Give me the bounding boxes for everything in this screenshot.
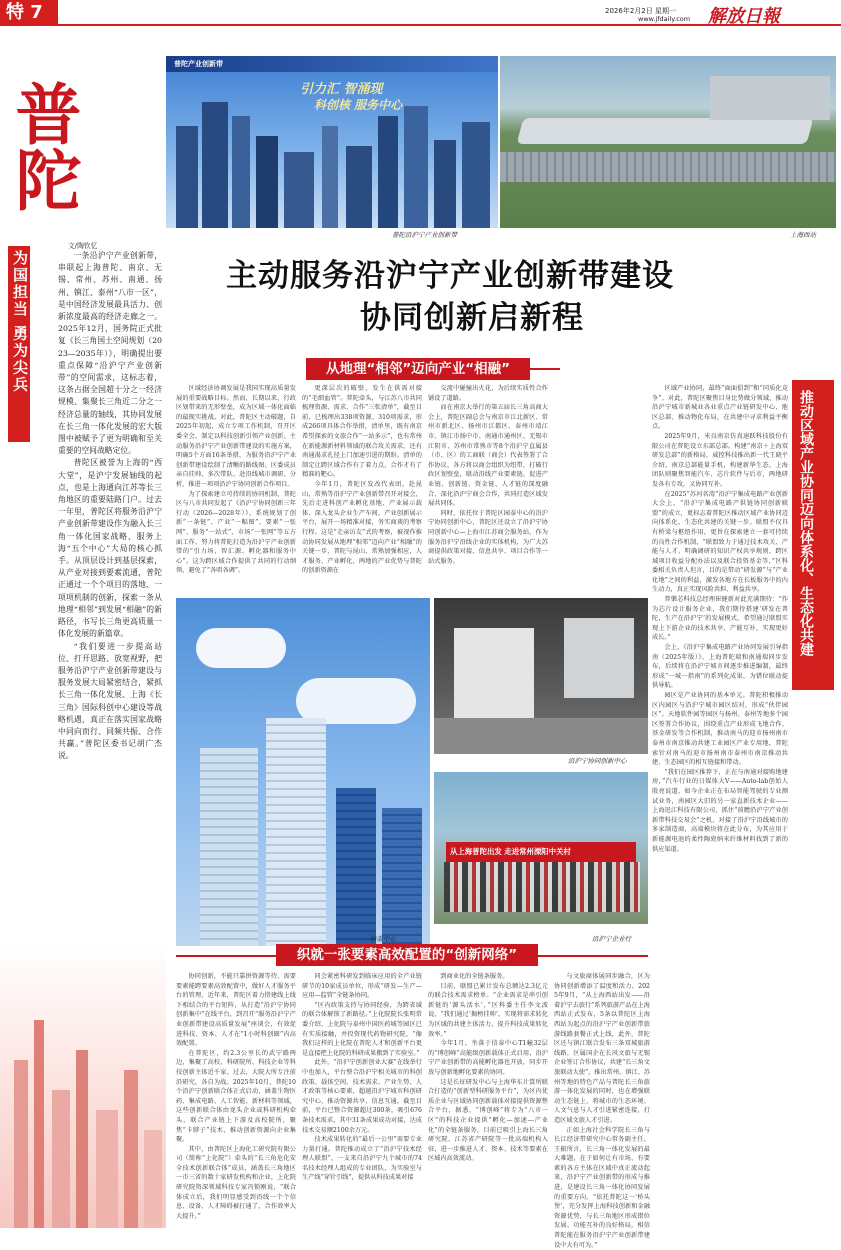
s1-column-1 [176, 384, 296, 590]
station-buildings [710, 76, 830, 120]
building-c [336, 788, 376, 946]
section1-heading: 从地理“相邻”迈向产业“相融” [306, 358, 530, 380]
issue-date: 2026年2月2日 星期一 [605, 6, 676, 16]
right-column [652, 384, 788, 1202]
s1c1-p1: 区域经济协调发展是我国实现高质量发展的重要战略目标。然而，长期以来，行政区划带来的无形壁垒，成为区域一体化面临的最现实挑战。对此，普陀区主动破题，自2025年初起，成立专项工作机制，召开区委全会，制定以科技创新引领产业创新、主动服务沿沪宁产业创新带建设的实施方案，明确5个方面16条举措，为服务沿沪宁产业创新带建设绘制了清晰的路线图。区委成员亲自挂帅、多次带队、赴沿线城市调研、分析，推进一项项沿沪宁协同创新合作项目。 [176, 384, 296, 490]
s2c4-p4: 这是长征研发中心与上海华东计算所联合打造的“创新型科研服务平台”，为区内优质企业与区域协同创新载体对接提供资源整合平台，据悉，“博创峰”将专为“八市一区”的科技企业提供“孵化—加速—产业化”的全链条服务，目前已吸引上海长三角研究院、江苏省产研院等一批高端机构入驻，进一步推进人才、资本、技术等要素在区域内高效流动。 [428, 1078, 548, 1164]
main-title-line2: 协同创新启新程 [360, 292, 660, 337]
tower-1 [176, 126, 198, 228]
tour-banner-text: 从上海普陀出发 走进常州溧阳中关村 [450, 846, 571, 857]
station-roof [517, 118, 814, 144]
newspaper-logo: 解放日報 [708, 2, 780, 28]
s2c3-p4: 技术成果转化的“最后一公里”需要专业力量打通。普陀推动成立了“沿沪宁技术经理人联盟”，一支来自沿沪宁九个城市的74名技术经理人组成的专业团队，为实验室与生产线“穿针引线”，提供从科技成果对接 [302, 1135, 422, 1183]
deco-tower-7 [144, 1130, 162, 1228]
tower-6 [322, 126, 338, 228]
photo-enterprise-tour [434, 772, 648, 924]
s2-column-4 [554, 972, 650, 1217]
tower-9 [404, 106, 428, 228]
s2c3-p1: 同会紧密科研发到临床应用的全产业链研节的10家成员单位，形成“研发—生产—应用—监管”全链条协同。 [302, 972, 422, 1001]
deco-tower-6 [124, 1070, 138, 1228]
s2c3-p3: 此外，“沿沪宁创新创业大赛”在线举行中也加入，平台整合沿沪宁相关城市的科创政策、载体空间、技术需求、产业生势、人才政策等核心要素，超越沿沪宁城市科创研究中心、推动资源共享、信息互通，截至目前，平台已整合资源超过300条，吸引676条技术需求，其中31条成果成功对接，达成技术交易额2100余万元。 [302, 1058, 422, 1135]
section-label: 特 7 [6, 2, 43, 24]
tower-4 [256, 136, 278, 228]
left-decoration-skyline [0, 940, 166, 1228]
building-d [382, 808, 422, 946]
rc-p2: 2025年9月，米良南京仿真速跃科技股份有限公司在普陀设立东部总部。构建“南京＋上海双研发总部”的新格局，威控科技推出新一代王晓平介绍，南京总部能量手机，构建新华生态，上海团队则聚焦智能汽车、芯片软件与后市，两地研发各有专攻，又协同互补。 [652, 432, 788, 490]
s2-column-3 [428, 972, 548, 1217]
s1-column-2 [302, 384, 422, 590]
intro-paragraph-2: 普陀区被誉为上海的“西大堂”，是沪宁发展轴线的起点，也是上海通向江苏等长三角地区的重要陆路门户。过去一年里，普陀区将服务沿沪宁产业创新带建设作为融入长三角一体化国家战略、服务上海“五个中心”大局的核心抓手。从顶层设计到基层探索，从产业对接到要素流通，普陀正通过一个个项目的落地、一项项机制的创新，探索一条从地理“相邻”到发展“相融”的新路径，书写长三角更高质量一体化发展的新篇章。 [58, 457, 162, 640]
intro-paragraph-3: “我们要进一步提高站位、打开思路、放宽视野，把服务沿沪宁产业创新带建设与服务发展大局紧密结合，紧抓长三角一体化发展、上海《长三角》国际科创中心建设等战略机遇，真正在落实国家战略中同向而行、同频共振、合作共赢。”普陀区委书记胡广杰说。 [58, 641, 162, 763]
caption-innovation-center: 沿沪宁协同创新中心 [568, 756, 627, 765]
s1-column-3 [428, 384, 548, 590]
deco-tower-4 [76, 1050, 88, 1228]
s2c2-p1: 在普陀区，约2.3公里长的武宁路两边，集聚了高校、科研院所、科技企业等科技创新主体近千家。过去，大院大所专注前沿研究，各自为战。2025年10月，普陀10个沿沪宁创新联合体正式启动，涵盖生物医药、集成电路、人工智能、新材料等领域，这些创新联合体由龙头企业或科研机构牵头，联合产业链上下游及高校院所，聚焦“卡脖子”技术，推动创新资源向企业集聚。 [176, 1049, 296, 1145]
tower-8 [378, 116, 398, 228]
s2c4-p3: 今年1月，坐落于信泰中心T1幢32层的“博创峰”高能级创新载体正式启用，沿沪宁产业创新带的高能孵化器也开放，同步开放与创新地孵化要素的协同。 [428, 1039, 548, 1077]
deco-tower-5 [96, 1110, 118, 1228]
section2-rule-left [176, 955, 276, 957]
station-tracks [500, 152, 836, 182]
caption-xintai: 信泰中心 [370, 934, 396, 943]
s2c2-p2: 其中，由普陀区上海化工研究院有限公司（简称“上化院”）牵头的“长三角危化安全技术创新联合体”成员，涵盖长三角地区一市三省的数十家研发机构和企业，上化院研究院资深领域科技专家冯锁刚说，“联合体成立后，我们明显感受到沿线一个个信息、设备、人才障碍被打通了，合作效率大大提升。” [176, 1145, 296, 1222]
caption-enterprise-tour: 沿沪宁企业行 [592, 934, 631, 943]
section2-rule-right [538, 955, 648, 957]
s1c2-p2: 今年1月，普陀区发改代表团，赴昆山、常熟等沿沪宁产业创新带召开对接会，先后走进科创产业孵化基地、产业展示载体、深入龙头企业生产车间，产业创新展示平台，展开一场精准对接，务实商谈的考察行程。这是“走亲访友”式的考察，被视作推动协同发展从地理“相邻”迈向产业“相融”的关键一步，普陀与昆山、常熟加强相应，人才服务、产业孵化，两地的产业优势与普陀的创新资源在 [302, 480, 422, 576]
tower-3 [232, 116, 250, 228]
caption-station: 上海西站 [790, 230, 816, 239]
s2c5-p2: 正如上海社会科学院长三角与长江经济带研究中心常务副主任、王振所言，长三角一体化发展的最大难题，在于如何让有市场、有要素的各方主体在区域中真正流动起来，沿沪宁产业创新带的形成与推进，是建设长三角一体化协同发展的重要方向。“依托普陀这一‘桥头堡’，充分发挥上海科技创新和金融资源优势，与长三角地区形成错位发展、功能互补的良好格局，相信普陀能在服务沿沪宁产业创新带建设中大有可为。” [554, 1126, 650, 1250]
tower-10 [434, 140, 456, 228]
main-title-line1: 主动服务沿沪宁产业创新带建设 [226, 250, 786, 295]
s1c1-p2: 为了探索建立可持续的协同机制，普陀区与八市共同发起了《沿沪宁协同创新三年行动（2026—2028年）》，系统规划了创新“一条链”、产业“一幅图”、要素“一张网”、服务“一站式”、市场“一张网”等五方面工作，努力将普陀打造为沿沪宁产业创新带的“引力场、智汇源、孵化器和服务中心”。这为跨区域合作提供了共同的行动纲领，避免了“各唱各调”。 [176, 490, 296, 576]
s1c3-p2: 而在南京大举行的第五届长三角高商大会上，普陀区副总会与南京市江北新区、常州市新北区、扬州市江都区、泰州市靖江市、镇江市扬中市、南通市通州区、无锡市江阴市、苏州市常熟市等8个沿沪宁直属县（市、区）的工商联（商会）代表签署了合作协议，各方将以商会组织为纽带，打破行政区划壁垒，联动沿线产业要素链，促进产业链、创新链、资金链、人才链的深度融合，深化沿沪宁商会合作，共同打造区域发展共同体。 [428, 403, 548, 509]
photo-skyline [166, 56, 498, 228]
district-title: 普陀 [6, 80, 80, 212]
section1-rule [530, 368, 560, 370]
s2c3-p2: “区内政策支持与协同经验，为跨省域的联合体解锁了新路径。”上化院院长张明常委介绍，上化院与泰州中国医药城等园区已有实质接触，并投资现代药物研究院，“像我们这样的上化院在普陀人才和创新平台更是直接把上化院的科研成果搬到了实验室。” [302, 1001, 422, 1059]
right-vertical-heading: 推动区域产业协同迈向体系化、生态化共建 [798, 390, 814, 684]
photo-banner-text: 普陀产业创新带 [174, 59, 223, 69]
photo-innovation-center [434, 598, 648, 754]
section2-heading: 织就一张要素高效配置的“创新网络” [276, 944, 538, 966]
crowd [444, 862, 640, 912]
caption-skyline: 普陀沿沪宁产业创新带 [392, 230, 457, 239]
intro-column [58, 250, 162, 930]
tower-11 [462, 122, 490, 228]
building-a [200, 748, 258, 946]
rc-p1: 区域产业协同，最终“面面俱到”和“同质化竞争”。对此，普陀区聚焦目身比势做分领域，推动沿沪宁城市新城业各业重点产业链研发中心、地区总部、推动物化布局，在共建中寻求利益平衡点。 [652, 384, 788, 432]
tower-2 [202, 102, 228, 228]
s2c5-p1: 与文旅商体展同步融合，区为协同创新增添了温度和活力。2025年9月，“从上海西站出发——沿着沪宁去旅行”系列旅游产品在上海西站正式发布，5条以普陀区上海西站为起点的沿沪宁产业创新带旅游线路套餐正式上线，此外，普陀区还与镇江联合发布三条双城旅游线路，区属国企在长风文旅与无锡企业签订合作协议，共建“长三角文旅联动大使”，推出常州、镇江、苏州等地的特色产品与普陀长三角旅游一体化发展的同时，也在增强联动生态链上，将城市的生态环境、人文气息与人才引进紧密连接，打造区域文旅人才引进。 [554, 972, 650, 1126]
photo-xintai-center [176, 598, 430, 946]
s2-column-1 [176, 972, 296, 1217]
photo-calligraphy-2: 科创核 服务中心 [314, 96, 402, 113]
s1c3-p3: 同时，依托位于普陀区园泰中心的沿沪宁协同创新中心，普陀区还设立了沿沪宁协同创新中心—上海市江苏商会服务站，作为服务沿沪宁沿线企业的实体机构，为广大苏商提供政策对接、信息共享、项目合作等一站式服务。 [428, 509, 548, 567]
rc-p3: 在2025“苏河名湾”沿沪宁集成电路产业创新大会上，“沿沪宁集成电路产供链协同创新联盟”的成立，更标志着普陀区推动区域产业协同迈向体系化、生态化共建的关键一步。联盟不仅具有桥梁与枢纽作用，更旨在探索建立一套可持续的良性合作机制，“联盟致力于通过技术攻关、产能与人才、明确调研的知识产权共享规则，跨区域项目收益分配办法以及联合投资基金等，”区科委相关负责人坦言，目的是带动“研发源”与“产业化地”之间的利益，激发各地方在长板服务中的内生动力，真正实现风险共担、利益共享。 [652, 490, 788, 596]
site-url: www.jfdaily.com [638, 15, 690, 23]
cloud-1 [196, 628, 286, 668]
photo-station [500, 56, 836, 228]
intro-paragraph-1: 一条沿沪宁产业创新带，串联起上海普陀、南京、无锡、常州、苏州、南通、扬州、镇江、泰州“八市一区”，是中国经济发展最具活力、创新浓度最高的经济走廊之一。2025年12月，国务院正式批复《长三角国土空间规划（2023—2035年）》，明确提出要重点保障“沿沪宁产业创新带”的空间需求，这标志着，这条占据全国超十分之一经济规模、集聚长三角近二分之一经济总量的轴线，其协同发展在长三角一体化发展的宏大版图中被赋予了更为明确和至关重要的空间战略定位。 [58, 250, 162, 457]
hall-panel [454, 628, 534, 718]
tower-5 [284, 152, 314, 228]
rc-p4: 普樂芯科技总经理崔健新对此充满期待：“作为芯片设计服务企业，我们期待搭建‘研发在普陀，生产在沿沪宁’的发展模式，希望通过联盟实现上下游企业的技术共享、产能互补，实现更好成长。” [652, 595, 788, 643]
deco-tower-3 [52, 1090, 70, 1228]
rc-p6: 园区是产业协同的基本单元。普陀积极推动区内园区与沿沪宁城市园区结对，形成“伙伴园区”。天地软件园等园区与扬州、泰州等地多个园区签署合作协议，围绕重点产业形成飞地合作、基金研发等合作机制，推动南马的迎市扬州南市泰州市南京推动共建工业园区产业专用地，普陀索针对南马的迎市扬州南市泰州市南京推动共建、生态园区的相互链接和带动。 [652, 691, 788, 768]
deco-tower-1 [14, 1060, 28, 1228]
tower-7 [346, 146, 372, 228]
s2c1-p1: 协同创新，不能只靠拼资源等待，需要要素能跨要素高效配置中，做好人才服务平台的管理。近年来，普陀区着力搭建线上线下相结合的平台矩阵，从打造“沿沪宁协同创新集中”在线平台，到召开“服务沿沪宁产业创新带建设高质量发展”座谈会，有效促进科技、资本、人才在“1小时科创圈”内高效配置。 [176, 972, 296, 1049]
s2c4-p1: 到商业化的全链条服务。 [428, 972, 548, 982]
rc-p7: “我们在园区推荐下，正在与南通对接购地建房，”汽车行业的日媒体大V——Auto-lab创始人殷亮说道，如今企业正在布局智能驾驶的专业测试业务，南园区大旧的另一家直新技术企业——上海迅江科技有限公司，抓住“前瞻沿沪宁产业创新带科技交易会”之机，对接了沿沪宁沿线城市的多家制造商，高端模块将在此分布，为其应用于新能源电池的柔性陶瓷纳米纤维材料找到了新的供应渠道。 [652, 768, 788, 854]
hall-screen [564, 618, 634, 698]
s1c2-p1: 更深层次的破壁，发生在供需对接的“毛细血管”。普陀牵头，与江苏八市共同梳理资源、需求，合作“三张清单”，截至目前，已梳理出338项资源、310项需求，形成266项具体合作举措，清单里，既有南京希望探索的文旅合作“一站多示”，也有常州在新能源新材料领域的联合攻关需求，还有南通渴求孔径上门加速引进的期盼。清单的制定让跨区域合作有了着力点，合作才有了精准的靶心。 [302, 384, 422, 480]
deco-tower-2 [34, 1020, 44, 1228]
hall-floor [434, 718, 648, 754]
rc-p5: 会上，《沿沪宁集成电路产业协同发展引导指南（2025年版）》、上海普陀瑞和南通瑞同步发布，后续将在沿沪宁城市间逐步推进编制，最终形成“一城一指南”的系列化成果，为错位联动提供导航。 [652, 643, 788, 691]
photo-calligraphy-1: 引力汇 智涌现 [300, 78, 383, 97]
building-b [266, 718, 326, 946]
s2-column-2 [302, 972, 422, 1217]
s1c3-p1: 交流中碰撞出火花，为后续实质性合作铺设了道路。 [428, 384, 548, 403]
s2c4-p2: 目前，联盟已累计发布总额达2.3亿元的联合技术需求榜单。“企业需求是串引创新链的‘源头活水’，”区科委主任李文波说，“我们通过‘揭榜挂帅’，实现将需求转化为区域的共建主体活力，提升科技成果转化效率。” [428, 982, 548, 1040]
byline: 文/陶钦忆 [68, 240, 97, 250]
district-slogan: 为国担当 勇为尖兵 [10, 250, 31, 393]
